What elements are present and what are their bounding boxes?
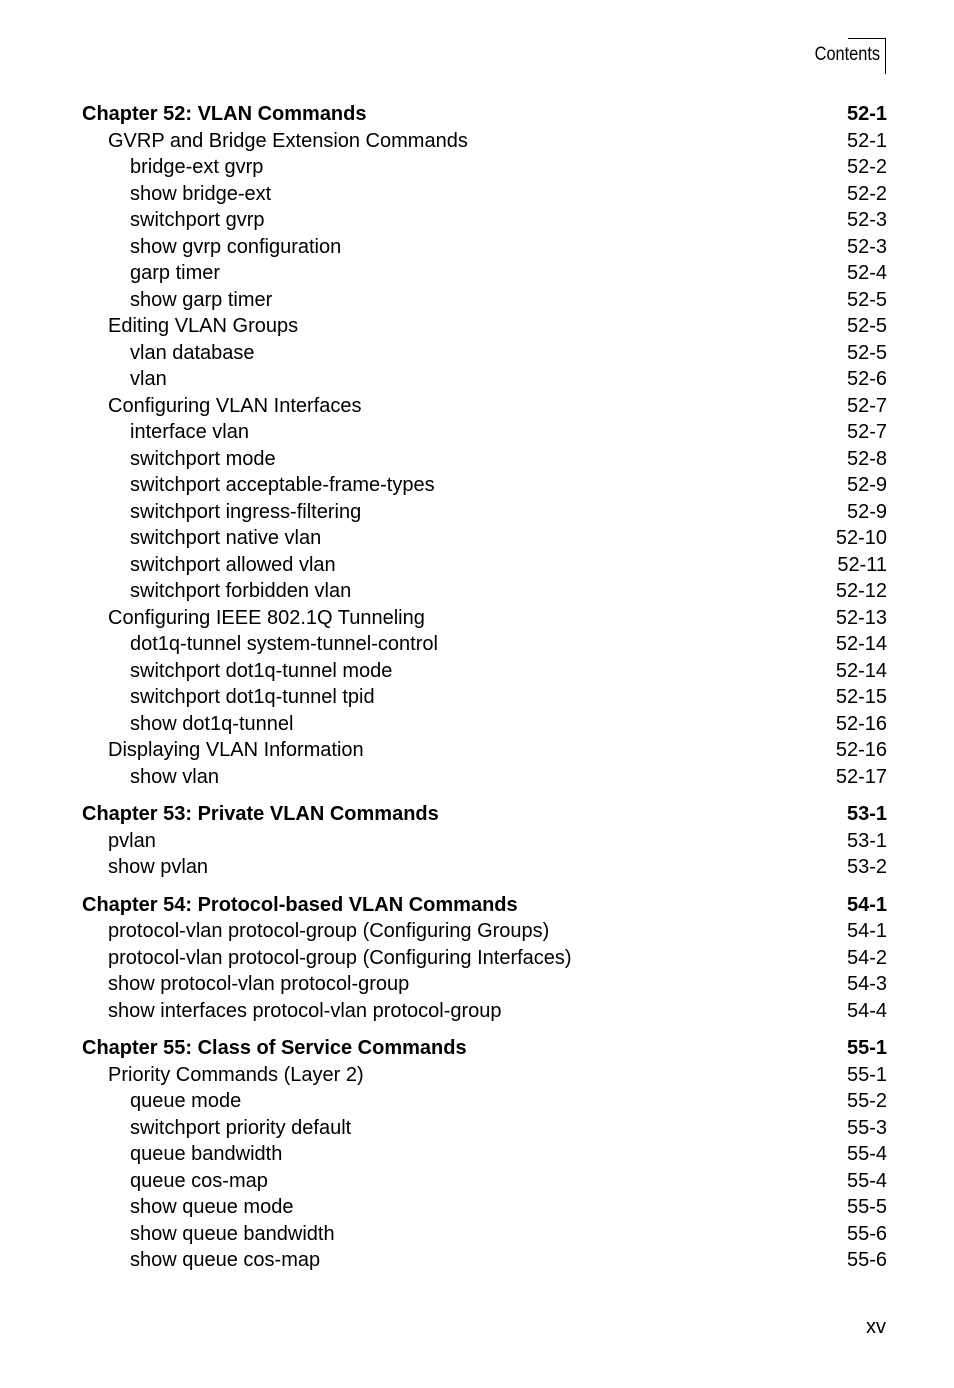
entry-title: switchport acceptable-frame-types [130, 474, 435, 496]
section-entry[interactable] [82, 393, 887, 420]
subsection-entry[interactable] [82, 234, 887, 261]
chapter-title: Chapter 54: Protocol-based VLAN Commands [82, 893, 518, 916]
entry-title: switchport allowed vlan [130, 553, 336, 576]
section-entry[interactable] [82, 854, 887, 881]
subsection-entry[interactable] [82, 578, 887, 605]
entry-page-number: 52-7 [846, 421, 887, 443]
entry-title: pvlan [108, 829, 156, 852]
entry-page-number: 54-3 [846, 973, 887, 995]
chapter-title: Chapter 53: Private VLAN Commands [82, 803, 439, 825]
subsection-entry[interactable] [82, 684, 887, 711]
entry-title: garp timer [130, 262, 221, 284]
chapter-block [82, 101, 887, 790]
entry-title: Priority Commands (Layer 2) [108, 1063, 364, 1086]
entry-page-number: 54-4 [846, 999, 887, 1022]
subsection-entry[interactable] [82, 1168, 887, 1195]
entry-title: protocol-vlan protocol-group (Configuring Interfaces) [108, 946, 572, 969]
entry-page-number: 52-13 [835, 606, 887, 629]
entry-page-number: 52-11 [837, 553, 887, 576]
chapter-page-number: 53-1 [846, 803, 887, 825]
entry-title: interface vlan [130, 421, 249, 443]
entry-page-number: 55-2 [846, 1090, 887, 1112]
entry-title: show pvlan [108, 856, 209, 878]
entry-title: Configuring VLAN Interfaces [108, 394, 362, 417]
chapter-heading[interactable] [82, 801, 887, 828]
subsection-entry[interactable] [82, 764, 887, 791]
entry-page-number: 52-1 [846, 129, 887, 152]
entry-title: switchport mode [130, 447, 276, 470]
entry-title: Configuring IEEE 802.1Q Tunneling [108, 606, 425, 629]
entry-page-number: 52-15 [835, 686, 887, 708]
entry-page-number: 52-10 [835, 527, 887, 549]
subsection-entry[interactable] [82, 711, 887, 738]
entry-title: queue bandwidth [130, 1143, 283, 1165]
chapter-heading[interactable] [82, 892, 887, 919]
entry-page-number: 52-7 [846, 394, 887, 417]
entry-title: show dot1q-tunnel [130, 712, 294, 735]
running-header: Contents [814, 44, 880, 65]
entry-title: protocol-vlan protocol-group (Configuring Groups) [108, 920, 550, 942]
entry-title: queue cos-map [130, 1169, 268, 1192]
subsection-entry[interactable] [82, 1194, 887, 1221]
entry-title: switchport dot1q-tunnel tpid [130, 686, 375, 708]
entry-title: Editing VLAN Groups [108, 315, 299, 337]
subsection-entry[interactable] [82, 1141, 887, 1168]
subsection-entry[interactable] [82, 154, 887, 181]
entry-title: show vlan [130, 765, 219, 788]
section-entry[interactable] [82, 1062, 887, 1089]
entry-page-number: 54-1 [846, 920, 887, 942]
entry-page-number: 55-5 [846, 1196, 887, 1218]
entry-title: vlan [130, 368, 167, 390]
entry-page-number: 55-4 [846, 1169, 887, 1192]
subsection-entry[interactable] [82, 1221, 887, 1248]
chapter-block [82, 1035, 887, 1274]
chapter-block [82, 892, 887, 1025]
entry-page-number: 54-2 [846, 946, 887, 969]
entry-title: GVRP and Bridge Extension Commands [108, 129, 468, 152]
entry-page-number: 52-5 [846, 315, 887, 337]
entry-page-number: 52-17 [835, 765, 887, 788]
entry-title: vlan database [130, 341, 255, 364]
subsection-entry[interactable] [82, 631, 887, 658]
subsection-entry[interactable] [82, 260, 887, 287]
chapter-page-number: 52-1 [846, 103, 887, 125]
section-entry[interactable] [82, 971, 887, 998]
entry-title: Displaying VLAN Information [108, 739, 364, 761]
entry-title: show garp timer [130, 288, 273, 311]
subsection-entry[interactable] [82, 340, 887, 367]
entry-page-number: 52-2 [846, 182, 887, 205]
subsection-entry[interactable] [82, 552, 887, 579]
section-entry[interactable] [82, 828, 887, 855]
header-rule-horizontal [848, 38, 886, 39]
entry-title: dot1q-tunnel system-tunnel-control [130, 633, 438, 655]
entry-page-number: 52-8 [846, 447, 887, 470]
subsection-entry[interactable] [82, 181, 887, 208]
entry-title: bridge-ext gvrp [130, 156, 264, 178]
section-entry[interactable] [82, 313, 887, 340]
subsection-entry[interactable] [82, 658, 887, 685]
subsection-entry[interactable] [82, 1247, 887, 1274]
entry-page-number: 52-6 [846, 368, 887, 390]
entry-page-number: 52-2 [846, 156, 887, 178]
table-of-contents [82, 101, 887, 1274]
section-entry[interactable] [82, 605, 887, 632]
entry-title: show queue bandwidth [130, 1222, 335, 1245]
section-entry[interactable] [82, 998, 887, 1025]
entry-page-number: 52-14 [835, 659, 887, 682]
entry-page-number: 53-1 [846, 829, 887, 852]
entry-page-number: 55-4 [846, 1143, 887, 1165]
chapter-page-number: 55-1 [846, 1037, 887, 1059]
entry-title: switchport dot1q-tunnel mode [130, 659, 393, 682]
header-rule-vertical [885, 38, 886, 74]
subsection-entry[interactable] [82, 419, 887, 446]
entry-page-number: 52-9 [846, 500, 887, 523]
subsection-entry[interactable] [82, 366, 887, 393]
chapter-block [82, 801, 887, 881]
entry-title: queue mode [130, 1090, 242, 1112]
entry-page-number: 52-4 [846, 262, 887, 284]
subsection-entry[interactable] [82, 472, 887, 499]
entry-title: switchport priority default [130, 1116, 352, 1139]
chapter-title: Chapter 52: VLAN Commands [82, 103, 367, 125]
entry-title: switchport ingress-filtering [130, 500, 362, 523]
chapter-heading[interactable] [82, 1035, 887, 1062]
entry-title: show queue cos-map [130, 1249, 321, 1271]
entry-page-number: 55-6 [846, 1222, 887, 1245]
chapter-title: Chapter 55: Class of Service Commands [82, 1037, 467, 1059]
entry-page-number: 52-9 [846, 474, 887, 496]
subsection-entry[interactable] [82, 287, 887, 314]
subsection-entry[interactable] [82, 1115, 887, 1142]
entry-page-number: 55-3 [846, 1116, 887, 1139]
entry-page-number: 52-14 [835, 633, 887, 655]
entry-title: show gvrp configuration [130, 235, 342, 258]
section-entry[interactable] [82, 918, 887, 945]
section-entry[interactable] [82, 945, 887, 972]
subsection-entry[interactable] [82, 446, 887, 473]
entry-title: show queue mode [130, 1196, 294, 1218]
section-entry[interactable] [82, 128, 887, 155]
entry-page-number: 53-2 [846, 856, 887, 878]
subsection-entry[interactable] [82, 525, 887, 552]
entry-title: switchport native vlan [130, 527, 322, 549]
entry-title: switchport gvrp [130, 209, 265, 231]
entry-page-number: 52-16 [835, 739, 887, 761]
entry-page-number: 52-12 [835, 580, 887, 602]
entry-page-number: 52-3 [846, 209, 887, 231]
page-number: xv [866, 1316, 886, 1338]
chapter-heading[interactable] [82, 101, 887, 128]
entry-page-number: 52-16 [835, 712, 887, 735]
entry-title: show bridge-ext [130, 182, 272, 205]
subsection-entry[interactable] [82, 1088, 887, 1115]
section-entry[interactable] [82, 737, 887, 764]
subsection-entry[interactable] [82, 207, 887, 234]
chapter-page-number: 54-1 [846, 893, 887, 916]
entry-page-number: 55-6 [846, 1249, 887, 1271]
entry-page-number: 52-5 [846, 341, 887, 364]
entry-title: show interfaces protocol-vlan protocol-group [108, 999, 502, 1022]
entry-page-number: 52-3 [846, 235, 887, 258]
entry-page-number: 52-5 [846, 288, 887, 311]
entry-title: switchport forbidden vlan [130, 580, 352, 602]
entry-title: show protocol-vlan protocol-group [108, 973, 410, 995]
entry-page-number: 55-1 [846, 1063, 887, 1086]
subsection-entry[interactable] [82, 499, 887, 526]
